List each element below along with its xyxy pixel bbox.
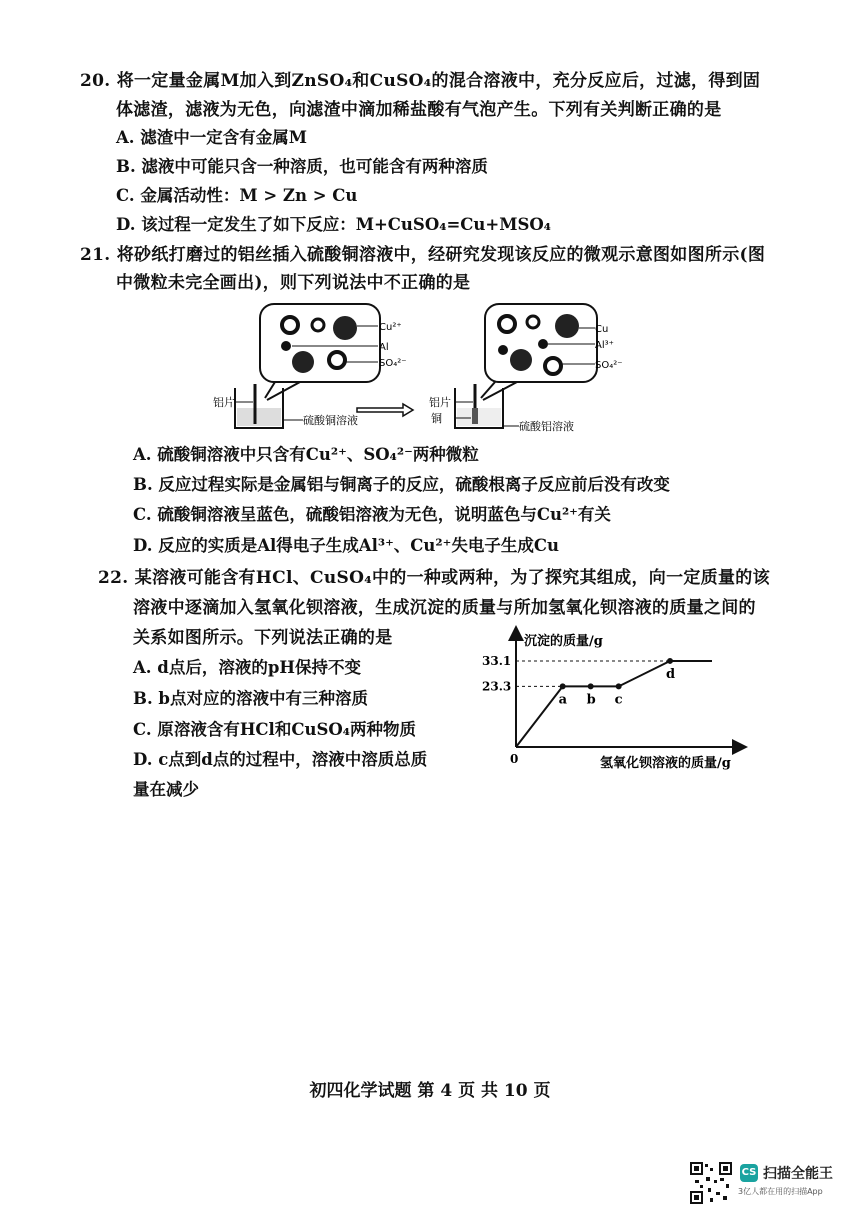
origin-label: 0: [510, 752, 519, 766]
point-d: [667, 658, 673, 664]
x-axis-label: 氢氧化钡溶液的质量/g: [600, 756, 731, 771]
scanner-app-name: 扫描全能王: [763, 1166, 833, 1182]
left-solution-label: 硫酸铜溶液: [303, 414, 358, 427]
q21-option-d: D. 反应的实质是Al得电子生成Al³⁺、Cu²⁺失电子生成Cu: [133, 536, 559, 555]
point-a: [560, 683, 566, 689]
left-label-so4: SO₄²⁻: [379, 358, 407, 369]
q22-option-c: C. 原溶液含有HCl和CuSO₄两种物质: [133, 720, 416, 739]
q20-line1: 20. 将一定量金属M加入到ZnSO₄和CuSO₄的混合溶液中，充分反应后，过滤，得到固: [80, 71, 761, 91]
right-label-so4: SO₄²⁻: [595, 360, 623, 371]
right-so4-ion-2: [545, 358, 561, 374]
right-cu-atom: [555, 314, 579, 338]
right-so4-ion: [510, 349, 532, 371]
y-tick-label-1: 33.1: [482, 653, 512, 668]
left-electrode-label: 铝片: [213, 396, 235, 409]
q21-option-c: C. 硫酸铜溶液呈蓝色，硫酸铝溶液为无色，说明蓝色与Cu²⁺有关: [133, 505, 611, 524]
left-cu-ion-1: [282, 317, 298, 333]
reaction-arrow: [357, 404, 413, 416]
reaction-diagram: [205, 300, 625, 440]
right-label-cu: Cu: [595, 324, 609, 335]
q21-line2: 中微粒未完全画出)，则下列说法中不正确的是: [116, 273, 471, 293]
left-label-cu-ion: Cu²⁺: [379, 322, 402, 333]
point-label-b: b: [586, 692, 596, 708]
y-axis-label: 沉淀的质量/g: [524, 634, 603, 649]
q21-option-b: B. 反应过程实际是金属铝与铜离子的反应，硫酸根离子反应前后没有改变: [133, 475, 670, 494]
right-cu-small: [498, 345, 508, 355]
q22-option-b: B. b点对应的溶液中有三种溶质: [133, 689, 368, 708]
left-so4-ion-2: [292, 351, 314, 373]
scanner-tagline: 3亿人都在用的扫描App: [738, 1187, 823, 1196]
q22-line1: 22. 某溶液可能含有HCl、CuSO₄中的一种或两种，为了探究其组成，向一定质量的该: [98, 568, 770, 588]
left-label-al: Al: [379, 342, 389, 353]
q22-option-d: D. c点到d点的过程中，溶液中溶质总质: [133, 750, 428, 769]
q20-option-b: B. 滤液中可能只含一种溶质，也可能含有两种溶质: [116, 157, 488, 176]
left-cu-ion-2: [312, 319, 324, 331]
q22-option-d-cont: 量在减少: [133, 780, 199, 799]
right-label-al-ion: Al³⁺: [595, 340, 614, 351]
left-so4-ion: [333, 316, 357, 340]
left-cu-ion-3: [329, 352, 345, 368]
scanner-logo-icon: CS: [740, 1164, 758, 1182]
point-c: [616, 683, 622, 689]
right-al-ion-1: [499, 316, 515, 332]
q20-line2: 体滤渣，滤液为无色，向滤渣中滴加稀盐酸有气泡产生。下列有关判断正确的是: [116, 100, 722, 120]
y-tick-label-0: 23.3: [482, 679, 512, 694]
point-b: [588, 683, 594, 689]
q20-option-d: D. 该过程一定发生了如下反应：M+CuSO₄=Cu+MSO₄: [116, 215, 552, 234]
right-deposit-label: 铜: [431, 412, 442, 425]
point-label-a: a: [558, 692, 568, 708]
q22-option-a: A. d点后，溶液的pH保持不变: [133, 658, 361, 677]
precipitate-chart: [470, 625, 770, 775]
qr-code-icon: [690, 1162, 732, 1204]
left-bubble: [260, 304, 380, 382]
q21-line1: 21. 将砂纸打磨过的铝丝插入硫酸铜溶液中，经研究发现该反应的微观示意图如图所示(图: [80, 245, 766, 265]
right-al-ion-2: [527, 316, 539, 328]
point-label-d: d: [666, 666, 676, 682]
q22-line3: 关系如图所示。下列说法正确的是: [133, 628, 393, 648]
right-solution-label: 硫酸铝溶液: [519, 420, 574, 433]
q20-option-c: C. 金属活动性：M > Zn > Cu: [116, 186, 358, 205]
scanner-watermark: [690, 1162, 850, 1206]
q20-option-a: A. 滤渣中一定含有金属M: [116, 128, 308, 147]
left-al-atom: [281, 341, 291, 351]
right-electrode-label: 铝片: [429, 396, 451, 409]
page-footer: 初四化学试题 第 4 页 共 10 页: [309, 1081, 551, 1101]
point-label-c: c: [614, 692, 623, 708]
right-al3-ion: [538, 339, 548, 349]
q21-option-a: A. 硫酸铜溶液中只含有Cu²⁺、SO₄²⁻两种微粒: [133, 445, 479, 464]
q22-line2: 溶液中逐滴加入氢氧化钡溶液，生成沉淀的质量与所加氢氧化钡溶液的质量之间的: [133, 598, 756, 618]
